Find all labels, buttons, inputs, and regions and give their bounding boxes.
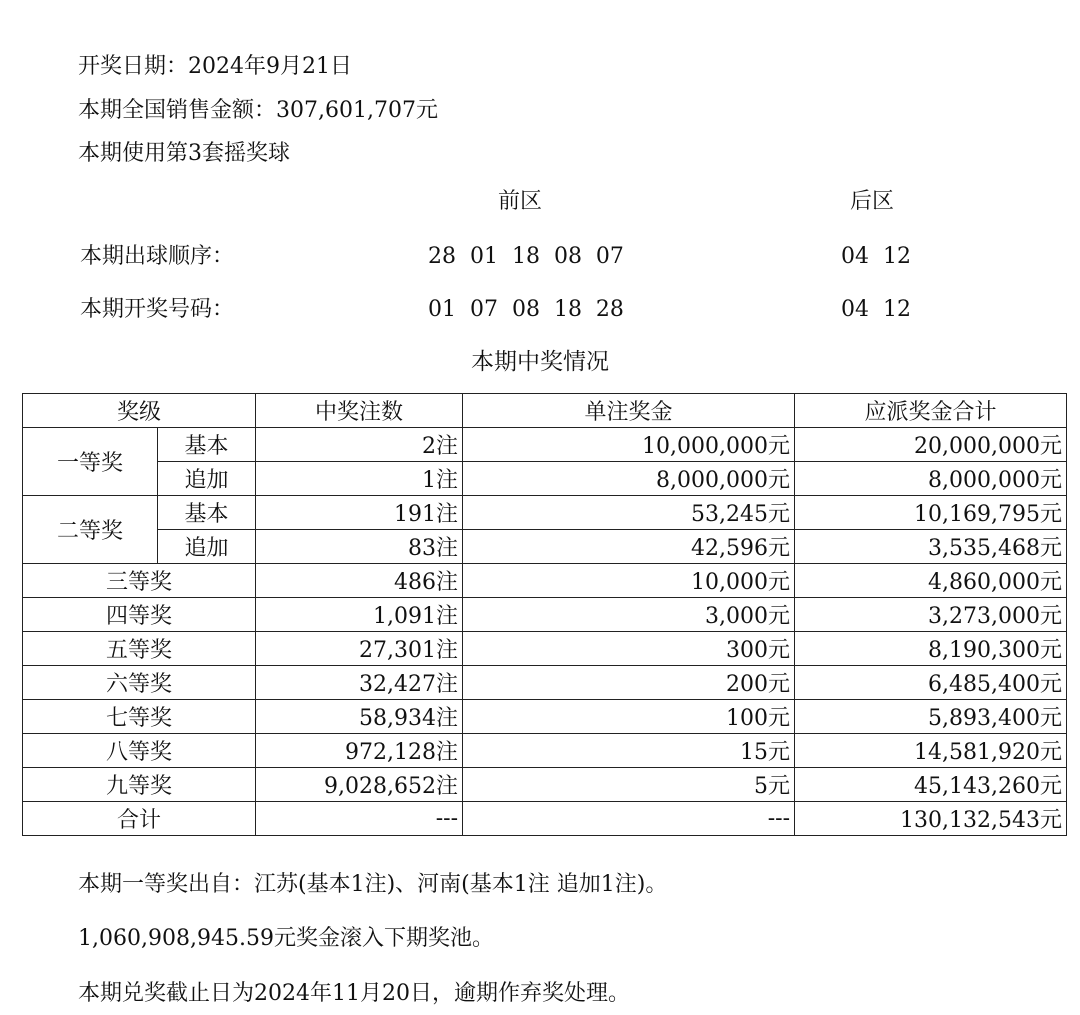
unit-prize: 53,245元 (463, 496, 795, 530)
winner-count: 1,091注 (256, 598, 463, 632)
first-prize-origin: 本期一等奖出自：江苏(基本1注)、河南(基本1注 追加1注)。 (78, 872, 668, 897)
total-prize: 3,535,468元 (795, 530, 1067, 564)
prize-sub-level: 基本 (158, 496, 256, 530)
total-prize: 4,860,000元 (795, 564, 1067, 598)
table-total-row (23, 802, 1067, 836)
front-zone-label: 前区 (498, 189, 543, 214)
winner-count: 58,934注 (256, 700, 463, 734)
total-prize: 14,581,920元 (795, 734, 1067, 768)
rollover-amount: 1,060,908,945.59元奖金滚入下期奖池。 (78, 926, 494, 951)
prize-sub-level: 追加 (158, 530, 256, 564)
prize-level: 二等奖 (23, 496, 158, 564)
winner-count: 486注 (256, 564, 463, 598)
winner-count: --- (256, 802, 463, 836)
winning-numbers-back: 04 12 (841, 297, 911, 322)
unit-prize: 3,000元 (463, 598, 795, 632)
winning-numbers-label: 本期开奖号码： (80, 297, 235, 322)
unit-prize: --- (463, 802, 795, 836)
winner-count: 27,301注 (256, 632, 463, 666)
table-row (23, 734, 1067, 768)
unit-prize: 8,000,000元 (463, 462, 795, 496)
prize-level: 四等奖 (23, 598, 256, 632)
unit-prize: 100元 (463, 700, 795, 734)
table-row (23, 564, 1067, 598)
unit-prize: 42,596元 (463, 530, 795, 564)
table-row (23, 666, 1067, 700)
header-unit-prize: 单注奖金 (463, 394, 795, 428)
draw-order-label: 本期出球顺序： (80, 244, 235, 269)
table-header-row (23, 394, 1067, 428)
total-prize: 10,169,795元 (795, 496, 1067, 530)
total-prize: 45,143,260元 (795, 768, 1067, 802)
table-row (23, 768, 1067, 802)
winner-count: 1注 (256, 462, 463, 496)
total-prize: 6,485,400元 (795, 666, 1067, 700)
winner-count: 972,128注 (256, 734, 463, 768)
unit-prize: 15元 (463, 734, 795, 768)
prize-level: 一等奖 (23, 428, 158, 496)
draw-date: 开奖日期：2024年9月21日 (78, 54, 352, 79)
prize-level: 七等奖 (23, 700, 256, 734)
unit-prize: 200元 (463, 666, 795, 700)
header-count: 中奖注数 (256, 394, 463, 428)
prize-level: 九等奖 (23, 768, 256, 802)
prize-sub-level: 基本 (158, 428, 256, 462)
winner-count: 32,427注 (256, 666, 463, 700)
total-label: 合计 (23, 802, 256, 836)
unit-prize: 10,000,000元 (463, 428, 795, 462)
back-zone-label: 后区 (850, 189, 895, 214)
header-total: 应派奖金合计 (795, 394, 1067, 428)
table-row (23, 632, 1067, 666)
total-prize: 8,190,300元 (795, 632, 1067, 666)
unit-prize: 10,000元 (463, 564, 795, 598)
prize-level: 八等奖 (23, 734, 256, 768)
table-row (23, 530, 1067, 564)
prize-level: 三等奖 (23, 564, 256, 598)
draw-order-back: 04 12 (841, 244, 911, 269)
table-title: 本期中奖情况 (471, 349, 609, 375)
winner-count: 9,028,652注 (256, 768, 463, 802)
table-row (23, 428, 1067, 462)
total-prize: 8,000,000元 (795, 462, 1067, 496)
winner-count: 83注 (256, 530, 463, 564)
table-row (23, 496, 1067, 530)
winning-numbers-front: 01 07 08 18 28 (428, 297, 624, 322)
unit-prize: 5元 (463, 768, 795, 802)
total-prize: 5,893,400元 (795, 700, 1067, 734)
ball-set: 本期使用第3套摇奖球 (78, 141, 290, 166)
draw-order-front: 28 01 18 08 07 (428, 244, 624, 269)
winner-count: 191注 (256, 496, 463, 530)
prize-table (22, 393, 1067, 836)
sales-amount: 本期全国销售金额：307,601,707元 (78, 98, 438, 123)
prize-sub-level: 追加 (158, 462, 256, 496)
table-row (23, 700, 1067, 734)
total-prize: 20,000,000元 (795, 428, 1067, 462)
header-level: 奖级 (23, 394, 256, 428)
prize-level: 六等奖 (23, 666, 256, 700)
winner-count: 2注 (256, 428, 463, 462)
table-row (23, 598, 1067, 632)
total-prize: 130,132,543元 (795, 802, 1067, 836)
table-row (23, 462, 1067, 496)
total-prize: 3,273,000元 (795, 598, 1067, 632)
unit-prize: 300元 (463, 632, 795, 666)
claim-deadline: 本期兑奖截止日为2024年11月20日，逾期作弃奖处理。 (78, 981, 630, 1006)
prize-level: 五等奖 (23, 632, 256, 666)
